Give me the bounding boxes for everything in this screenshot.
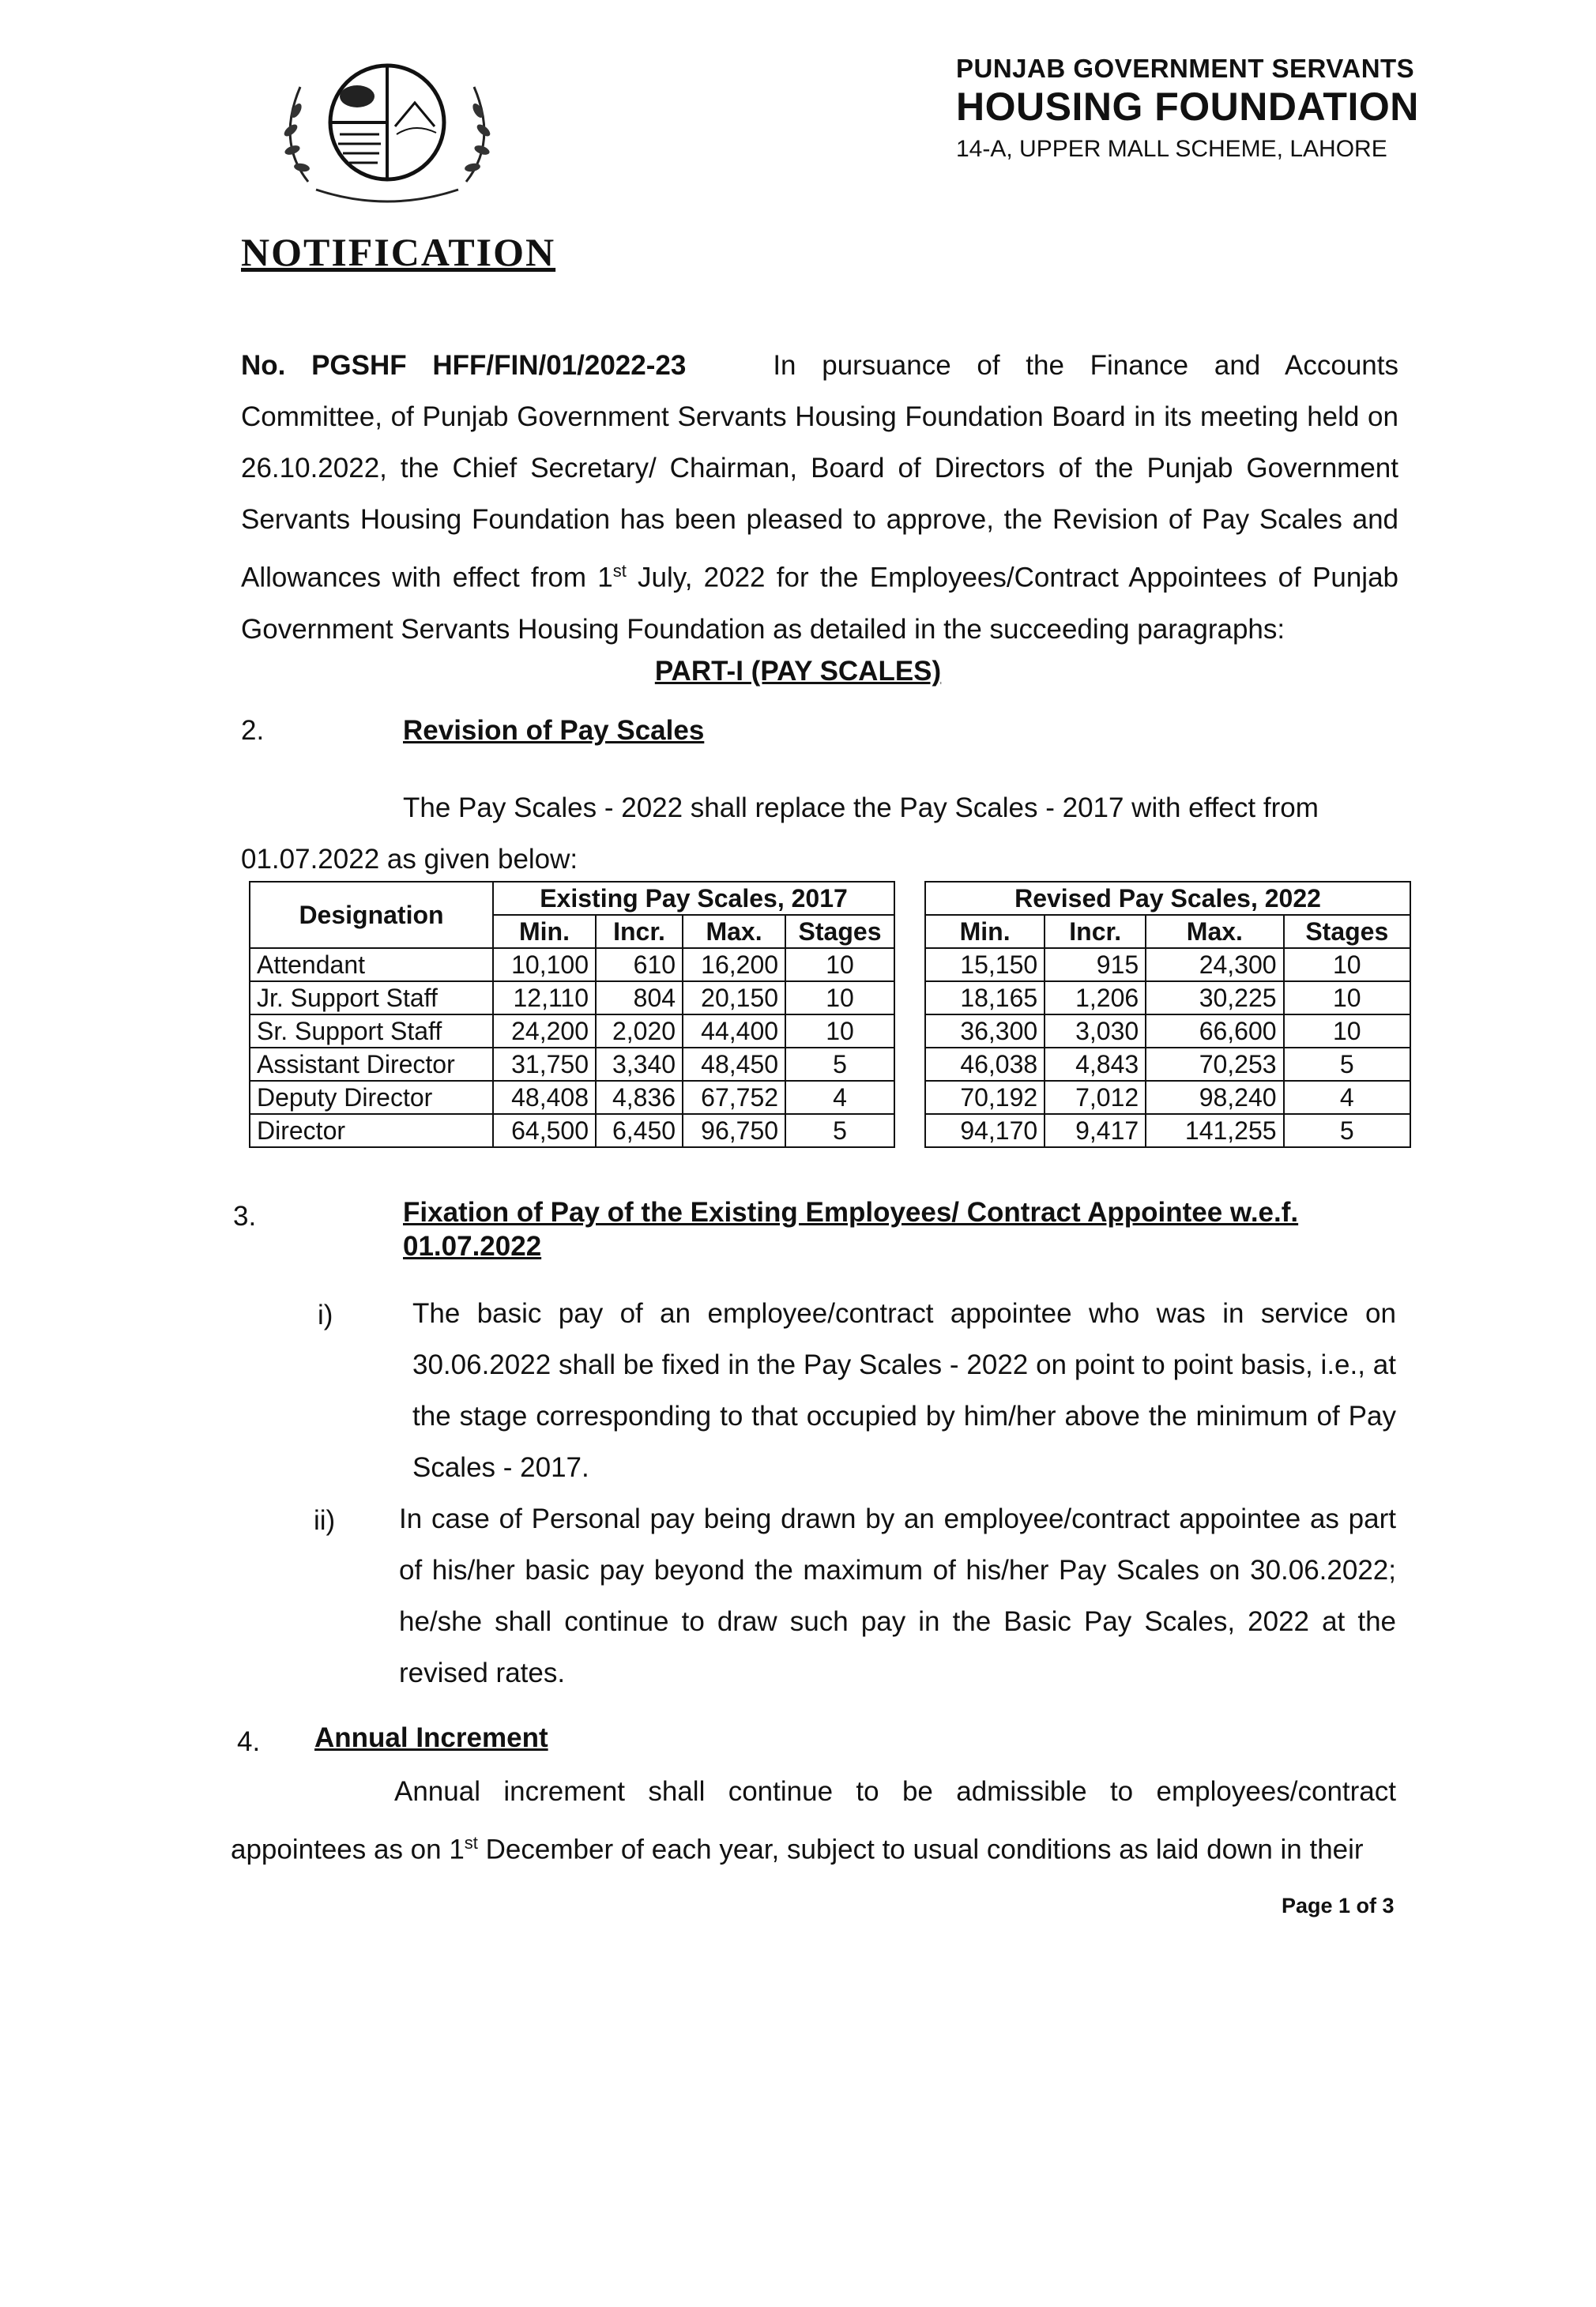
min-cell: 18,165 — [925, 981, 1045, 1014]
foundation-logo — [261, 47, 514, 205]
section3-heading-line1: Fixation of Pay of the Existing Employees/ Contract Appointee w.e.f. — [403, 1197, 1299, 1228]
min-cell: 12,110 — [493, 981, 596, 1014]
stages-cell: 4 — [785, 1081, 894, 1114]
revised-group-header: Revised Pay Scales, 2022 — [925, 882, 1410, 915]
table-row — [250, 1081, 894, 1114]
max-cell: 16,200 — [683, 948, 785, 981]
section4-heading: Annual Increment — [314, 1722, 548, 1753]
org-address: 14-A, UPPER MALL SCHEME, LAHORE — [956, 136, 1387, 162]
part-heading: PART-I (PAY SCALES) — [654, 656, 942, 687]
section4-text-body: Annual increment shall continue to be admissible to employees/contract appointees as on 1 — [231, 1776, 1396, 1865]
table-row — [250, 981, 894, 1014]
max-cell: 20,150 — [683, 981, 785, 1014]
stages-cell: 4 — [1284, 1081, 1410, 1114]
column-header: Max. — [683, 915, 785, 948]
column-header: Incr. — [1045, 915, 1146, 948]
incr-cell: 2,020 — [596, 1014, 683, 1048]
table-row — [250, 1014, 894, 1048]
stages-cell: 10 — [785, 981, 894, 1014]
designation-cell: Jr. Support Staff — [250, 981, 493, 1014]
table-row — [925, 1081, 1410, 1114]
min-cell: 64,500 — [493, 1114, 596, 1147]
section3-heading-line2: 01.07.2022 — [403, 1231, 542, 1262]
stages-cell: 5 — [785, 1048, 894, 1081]
section4-sup: st — [464, 1833, 478, 1853]
min-cell: 48,408 — [493, 1081, 596, 1114]
incr-cell: 3,340 — [596, 1048, 683, 1081]
table-row — [925, 1014, 1410, 1048]
incr-cell: 4,836 — [596, 1081, 683, 1114]
min-cell: 10,100 — [493, 948, 596, 981]
column-header: Incr. — [596, 915, 683, 948]
designation-cell: Director — [250, 1114, 493, 1147]
table-row — [250, 948, 894, 981]
emblem-icon — [261, 47, 514, 205]
incr-cell: 804 — [596, 981, 683, 1014]
table-row — [925, 1048, 1410, 1081]
min-cell: 15,150 — [925, 948, 1045, 981]
stages-cell: 10 — [785, 948, 894, 981]
designation-cell: Assistant Director — [250, 1048, 493, 1081]
table-row — [250, 1048, 894, 1081]
stages-cell: 5 — [1284, 1048, 1410, 1081]
min-cell: 24,200 — [493, 1014, 596, 1048]
item-label-ii: ii) — [314, 1505, 336, 1536]
designation-cell: Deputy Director — [250, 1081, 493, 1114]
existing-group-header: Existing Pay Scales, 2017 — [493, 882, 894, 915]
section4-number: 4. — [237, 1726, 261, 1757]
min-cell: 46,038 — [925, 1048, 1045, 1081]
table-row — [925, 948, 1410, 981]
intro-sup: st — [612, 561, 627, 581]
designation-header: Designation — [250, 882, 493, 948]
section2-text-body: The Pay Scales - 2022 shall replace the Pay Scales - 2017 with effect from 01.07.2022 as given below: — [241, 792, 1319, 875]
max-cell: 66,600 — [1146, 1014, 1283, 1048]
stages-cell: 5 — [785, 1114, 894, 1147]
incr-cell: 9,417 — [1045, 1114, 1146, 1147]
stages-cell: 10 — [1284, 981, 1410, 1014]
incr-cell: 1,206 — [1045, 981, 1146, 1014]
max-cell: 70,253 — [1146, 1048, 1283, 1081]
section3-item-i: The basic pay of an employee/contract appointee who was in service on 30.06.2022 shall be fixed in the Pay Scales - 2022 on point to point basis, i.e., at the stage corresponding to that occupied by him/her above the minimum of Pay Scales - 2017. — [412, 1298, 1396, 1483]
table-row — [925, 1114, 1410, 1147]
existing-pay-scales-table — [249, 881, 895, 1148]
reference-number: No. PGSHF HFF/FIN/01/2022-23 — [241, 350, 687, 381]
stages-cell: 10 — [785, 1014, 894, 1048]
max-cell: 30,225 — [1146, 981, 1283, 1014]
section2-heading: Revision of Pay Scales — [403, 715, 705, 746]
stages-cell: 5 — [1284, 1114, 1410, 1147]
incr-cell: 610 — [596, 948, 683, 981]
section4-text-rest: December of each year, subject to usual conditions as laid down in their — [477, 1834, 1364, 1865]
min-cell: 36,300 — [925, 1014, 1045, 1048]
revised-pay-scales-table — [924, 881, 1411, 1148]
incr-cell: 3,030 — [1045, 1014, 1146, 1048]
intro-text-rest: July, 2022 for the Employees/Contract Appointees of Punjab Government Servants Housing Foundation as detailed in the succeeding paragraphs: — [241, 562, 1398, 645]
max-cell: 98,240 — [1146, 1081, 1283, 1114]
column-header: Min. — [925, 915, 1045, 948]
incr-cell: 6,450 — [596, 1114, 683, 1147]
column-header: Min. — [493, 915, 596, 948]
stages-cell: 10 — [1284, 1014, 1410, 1048]
section2-number: 2. — [241, 715, 265, 746]
designation-cell: Attendant — [250, 948, 493, 981]
incr-cell: 7,012 — [1045, 1081, 1146, 1114]
intro-text: In pursuance of the Finance and Accounts Committee, of Punjab Government Servants Housing Foundation Board in its meeting held on 26.10.2022, the Chief Secretary/ Chairman, Board of Directors of the Punjab Government Servants Housing Foundation has been pleased to approve, the Revision of Pay Scales and Allowances with effect from 1 — [241, 350, 1398, 593]
designation-cell: Sr. Support Staff — [250, 1014, 493, 1048]
min-cell: 31,750 — [493, 1048, 596, 1081]
max-cell: 48,450 — [683, 1048, 785, 1081]
max-cell: 67,752 — [683, 1081, 785, 1114]
max-cell: 141,255 — [1146, 1114, 1283, 1147]
org-name-line1: PUNJAB GOVERNMENT SERVANTS — [956, 54, 1415, 83]
min-cell: 70,192 — [925, 1081, 1045, 1114]
section3-number: 3. — [233, 1201, 257, 1232]
incr-cell: 4,843 — [1045, 1048, 1146, 1081]
incr-cell: 915 — [1045, 948, 1146, 981]
section3-item-ii: In case of Personal pay being drawn by an employee/contract appointee as part of his/her basic pay beyond the maximum of his/her Pay Scales on 30.06.2022; he/she shall continue to draw such pay in the Basic Pay Scales, 2022 at the revised rates. — [399, 1504, 1396, 1688]
page-title: NOTIFICATION — [241, 230, 556, 274]
max-cell: 24,300 — [1146, 948, 1283, 981]
org-name-line2: HOUSING FOUNDATION — [956, 85, 1419, 129]
item-label-i: i) — [318, 1300, 333, 1330]
table-row — [250, 1114, 894, 1147]
page-number: Page 1 of 3 — [1282, 1894, 1395, 1917]
min-cell: 94,170 — [925, 1114, 1045, 1147]
max-cell: 44,400 — [683, 1014, 785, 1048]
section4-text — [231, 1766, 1396, 1876]
table-row — [925, 981, 1410, 1014]
stages-cell: 10 — [1284, 948, 1410, 981]
column-header: Stages — [1284, 915, 1410, 948]
intro-paragraph — [241, 340, 1398, 655]
section2-text — [241, 782, 1398, 885]
max-cell: 96,750 — [683, 1114, 785, 1147]
column-header: Max. — [1146, 915, 1283, 948]
column-header: Stages — [785, 915, 894, 948]
